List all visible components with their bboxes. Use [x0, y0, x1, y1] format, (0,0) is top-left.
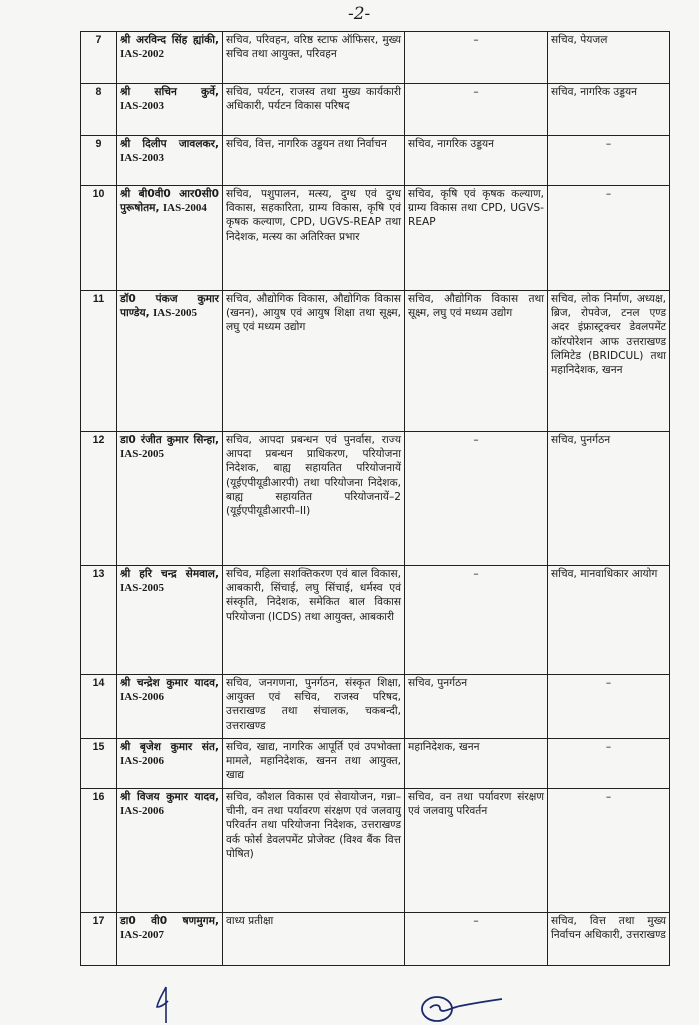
retained-posting-cell: [405, 84, 548, 136]
serial-number-cell: [81, 291, 117, 432]
serial-number-cell: [81, 432, 117, 566]
new-posting: –: [605, 791, 612, 803]
officer-name: श्री चन्द्रेश कुमार यादव,: [120, 677, 219, 689]
table-row: [81, 739, 670, 789]
retained-posting-cell: [405, 566, 548, 675]
officer-name: डॉ0 पंकज कुमार पाण्डेय,: [120, 293, 219, 320]
current-posting-cell: [223, 291, 405, 432]
serial-number: 16: [92, 791, 105, 803]
new-posting: सचिव, वित्त तथा मुख्य निर्वाचन अधिकारी, उत्तराखण्ड: [551, 915, 666, 942]
new-posting-cell: [548, 913, 670, 966]
table-row: [81, 789, 670, 913]
ias-batch: IAS-2006: [120, 805, 165, 818]
new-posting-cell: [548, 32, 670, 84]
new-posting: सचिव, नागरिक उड्डयन: [551, 86, 637, 98]
current-posting-cell: [223, 913, 405, 966]
serial-number: 17: [92, 915, 105, 927]
ias-batch: IAS-2003: [120, 100, 165, 113]
table-row: [81, 291, 670, 432]
ias-batch: IAS-2005: [120, 582, 165, 595]
officer-name-cell: [117, 186, 223, 291]
officer-name-cell: [117, 32, 223, 84]
current-posting: सचिव, पर्यटन, राजस्व तथा मुख्य कार्यकारी अधिकारी, पर्यटन विकास परिषद: [226, 86, 401, 113]
signature-left: [150, 985, 180, 1025]
new-posting-cell: [548, 432, 670, 566]
officer-name: श्री दिलीप जावलकर,: [120, 138, 219, 150]
retained-posting: सचिव, नागरिक उड्डयन: [408, 138, 494, 150]
current-posting-cell: [223, 186, 405, 291]
serial-number-cell: [81, 136, 117, 186]
serial-number: 11: [92, 293, 105, 305]
current-posting-cell: [223, 136, 405, 186]
table-row: [81, 913, 670, 966]
serial-number: 13: [92, 568, 105, 580]
retained-posting: सचिव, औद्योगिक विकास तथा सूक्ष्म, लघु एवं मध्यम उद्योग: [408, 293, 544, 320]
retained-posting-cell: [405, 675, 548, 739]
serial-number-cell: [81, 84, 117, 136]
retained-posting: –: [473, 915, 479, 927]
current-posting-cell: [223, 566, 405, 675]
current-posting-cell: [223, 84, 405, 136]
new-posting-cell: [548, 186, 670, 291]
current-posting-cell: [223, 432, 405, 566]
officer-name: डा0 वी0 षणमुगम,: [120, 915, 219, 927]
serial-number: 10: [92, 188, 105, 200]
new-posting: –: [605, 677, 612, 689]
current-posting: सचिव, औद्योगिक विकास, औद्योगिक विकास (खनन), आयुष एवं आयुष शिक्षा तथा सूक्ष्म, लघु एवं मध्यम उद्योग: [226, 293, 401, 334]
officer-name-cell: [117, 291, 223, 432]
officer-name: श्री सचिन कुर्वे,: [120, 86, 219, 98]
new-posting: सचिव, लोक निर्माण, अध्यक्ष, ब्रिज, रोपवेज, टनल एण्ड अदर इंफ्रास्ट्रक्चर डेवलपमेंट कॉरपोरेशन आफ उत्तराखण्ड लिमिटेड (BRIDCUL) तथा महानिदेशक, खनन: [551, 293, 666, 377]
table-row: [81, 136, 670, 186]
new-posting: सचिव, पुनर्गठन: [551, 434, 611, 446]
current-posting: सचिव, आपदा प्रबन्धन एवं पुनर्वास, राज्य आपदा प्रबन्धन प्राधिकरण, परियोजना निदेशक, बाह्य सहायतित परियोजनायें (यूईएपीयूडीआरपी) तथा परियोजना निदेशक, बाह्य सहायतित परियोजनायें–2 (यूईएपीयूडीआरपी–II): [226, 434, 401, 518]
officer-name-cell: [117, 789, 223, 913]
officer-name-cell: [117, 566, 223, 675]
serial-number: 12: [92, 434, 105, 446]
retained-posting-cell: [405, 291, 548, 432]
serial-number: 7: [95, 34, 102, 46]
new-posting: –: [605, 741, 612, 753]
officer-name: श्री बी0वी0 आर0सी0 पुरूषोतम,: [120, 188, 219, 215]
serial-number-cell: [81, 32, 117, 84]
ias-batch: IAS-2005: [120, 448, 165, 461]
new-posting-cell: [548, 566, 670, 675]
current-posting-cell: [223, 675, 405, 739]
officer-name: श्री अरविन्द सिंह ह्यांकी,: [120, 34, 219, 46]
table-row: [81, 84, 670, 136]
serial-number: 8: [95, 86, 102, 98]
table-row: [81, 675, 670, 739]
officer-name-cell: [117, 136, 223, 186]
retained-posting-cell: [405, 739, 548, 789]
table-row: [81, 32, 670, 84]
serial-number-cell: [81, 789, 117, 913]
current-posting-cell: [223, 789, 405, 913]
current-posting: सचिव, कौशल विकास एवं सेवायोजन, गन्ना–चीनी, वन तथा पर्यावरण संरक्षण एवं जलवायु परिवर्तन तथा परियोजना निदेशक, उत्तराखण्ड वर्क फोर्स डेवलपमेंट प्रोजेक्ट (विश्व बैंक वित्त पोषित): [226, 791, 401, 860]
ias-batch: IAS-2005: [153, 307, 198, 320]
officer-name-cell: [117, 739, 223, 789]
serial-number: 14: [92, 677, 105, 689]
officer-name-cell: [117, 913, 223, 966]
new-posting-cell: [548, 739, 670, 789]
ias-batch: IAS-2006: [120, 691, 165, 704]
ias-batch: IAS-2006: [120, 755, 165, 768]
signature-right: [420, 994, 510, 1024]
serial-number: 9: [95, 138, 102, 150]
current-posting-cell: [223, 739, 405, 789]
new-posting-cell: [548, 675, 670, 739]
retained-posting: –: [473, 34, 479, 46]
serial-number-cell: [81, 913, 117, 966]
current-posting-cell: [223, 32, 405, 84]
retained-posting: –: [473, 434, 479, 446]
new-posting: –: [605, 188, 612, 200]
retained-posting: महानिदेशक, खनन: [408, 741, 480, 753]
new-posting-cell: [548, 84, 670, 136]
retained-posting-cell: [405, 32, 548, 84]
current-posting: सचिव, जनगणना, पुनर्गठन, संस्कृत शिक्षा, आयुक्त एवं सचिव, राजस्व परिषद, उत्तराखण्ड तथा संचालक, चकबन्दी, उत्तराखण्ड: [226, 677, 401, 732]
current-posting: वाध्य प्रतीक्षा: [226, 915, 274, 927]
ias-batch: IAS-2002: [120, 48, 165, 61]
officer-name-cell: [117, 84, 223, 136]
serial-number: 15: [92, 741, 105, 753]
retained-posting-cell: [405, 136, 548, 186]
retained-posting-cell: [405, 789, 548, 913]
current-posting: सचिव, महिला सशक्तिकरण एवं बाल विकास, आबकारी, सिंचाई, लघु सिंचाई, धर्मस्व एवं संस्कृति, निदेशक, समेकित बाल विकास परियोजना (ICDS) तथा आयुक्त, आबकारी: [226, 568, 401, 623]
retained-posting: –: [473, 568, 479, 580]
officer-name: डा0 रंजीत कुमार सिन्हा,: [120, 434, 219, 446]
new-posting-cell: [548, 789, 670, 913]
serial-number-cell: [81, 739, 117, 789]
new-posting-cell: [548, 136, 670, 186]
new-posting-cell: [548, 291, 670, 432]
table-row: [81, 566, 670, 675]
serial-number-cell: [81, 566, 117, 675]
retained-posting: सचिव, पुनर्गठन: [408, 677, 468, 689]
table-row: [81, 432, 670, 566]
table-row: [81, 186, 670, 291]
officer-name: श्री विजय कुमार यादव,: [120, 791, 219, 803]
officer-transfer-table: [80, 31, 670, 966]
new-posting: सचिव, मानवाधिकार आयोग: [551, 568, 658, 580]
retained-posting: सचिव, वन तथा पर्यावरण संरक्षण एवं जलवायु परिवर्तन: [408, 791, 544, 818]
retained-posting-cell: [405, 913, 548, 966]
serial-number-cell: [81, 675, 117, 739]
current-posting: सचिव, खाद्य, नागरिक आपूर्ति एवं उपभोक्ता मामले, महानिदेशक, खनन तथा आयुक्त, खाद्य: [226, 741, 401, 782]
retained-posting: –: [473, 86, 479, 98]
current-posting: सचिव, परिवहन, वरिष्ठ स्टाफ ऑफिसर, मुख्य सचिव तथा आयुक्त, परिवहन: [226, 34, 401, 61]
officer-name: श्री हरि चन्द्र सेमवाल,: [120, 568, 219, 580]
officer-name-cell: [117, 432, 223, 566]
new-posting: सचिव, पेयजल: [551, 34, 608, 46]
ias-batch: IAS-2004: [162, 202, 207, 215]
ias-batch: IAS-2007: [120, 929, 165, 942]
serial-number-cell: [81, 186, 117, 291]
retained-posting-cell: [405, 432, 548, 566]
current-posting: सचिव, वित्त, नागरिक उड्डयन तथा निर्वाचन: [226, 138, 387, 150]
officer-name-cell: [117, 675, 223, 739]
page-number: -2-: [348, 4, 371, 24]
ias-batch: IAS-2003: [120, 152, 165, 165]
retained-posting: सचिव, कृषि एवं कृषक कल्याण, ग्राम्य विकास तथा CPD, UGVS-REAP: [408, 188, 544, 229]
officer-name: श्री बृजेश कुमार संत,: [120, 741, 219, 753]
retained-posting-cell: [405, 186, 548, 291]
current-posting: सचिव, पशुपालन, मत्स्य, दुग्ध एवं दुग्ध विकास, सहकारिता, ग्राम्य विकास, कृषि एवं कृषक कल्याण, CPD, UGVS-REAP तथा निदेशक, मत्स्य का अतिरिक्त प्रभार: [226, 188, 401, 243]
new-posting: –: [605, 138, 612, 150]
